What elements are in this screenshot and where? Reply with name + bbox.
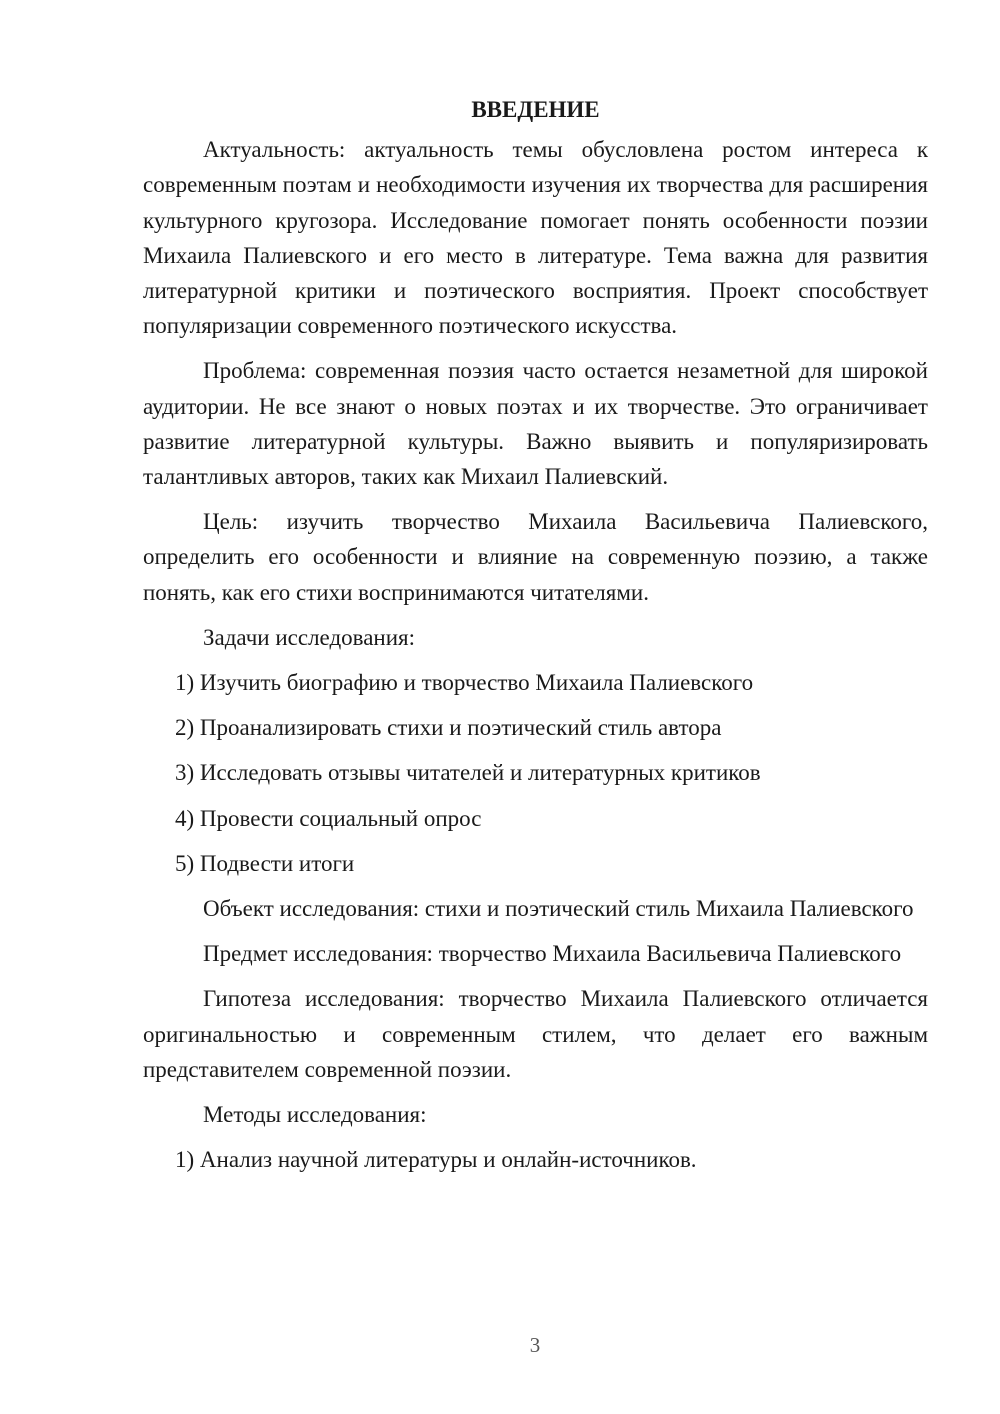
methods-heading: Методы исследования: — [203, 1102, 427, 1128]
list-item: 1) Анализ научной литературы и онлайн-источников. — [175, 1147, 697, 1173]
object-paragraph: Объект исследования: стихи и поэтический стиль Михаила Палиевского — [203, 896, 914, 922]
problem-paragraph: Проблема: современная поэзия часто остается незаметной для широкой аудитории. Не все знают о новых поэтах и их творчестве. Это ограничивает развитие литературной культуры. Важно выявить и популяризировать талантливых авторов, таких как Михаил Палиевский. — [143, 358, 928, 490]
list-item: 3) Исследовать отзывы читателей и литературных критиков — [175, 760, 761, 786]
list-item: 1) Изучить биографию и творчество Михаила Палиевского — [175, 670, 754, 696]
list-item: 2) Проанализировать стихи и поэтический стиль автора — [175, 715, 722, 741]
page-number: 3 — [529, 1333, 541, 1357]
list-item: 5) Подвести итоги — [175, 850, 355, 876]
tasks-heading: Задачи исследования: — [203, 624, 416, 650]
goal-paragraph: Цель: изучить творчество Михаила Васильевича Палиевского, определить его особенности и влияние на современную поэзию, а также понять, как его стихи воспринимаются читателями. — [143, 509, 928, 605]
tasks-list — [143, 665, 928, 881]
methods-list — [143, 1142, 928, 1177]
subject-paragraph: Предмет исследования: творчество Михаила Васильевича Палиевского — [203, 941, 902, 967]
section-title: ВВЕДЕНИЕ — [471, 97, 600, 122]
list-item: 4) Провести социальный опрос — [175, 805, 482, 831]
page-content — [143, 92, 928, 1187]
relevance-paragraph: Актуальность: актуальность темы обусловлена ростом интереса к современным поэтам и необходимости изучения их творчества для расширения культурного кругозора. Исследование помогает понять особенности поэзии Михаила Палиевского и его место в литературе. Тема важна для развития литературной критики и поэтического восприятия. Проект способствует популяризации современного поэтического искусства. — [143, 137, 928, 339]
hypothesis-paragraph: Гипотеза исследования: творчество Михаила Палиевского отличается оригинальностью и современным стилем, что делает его важным представителем современной поэзии. — [143, 986, 928, 1082]
